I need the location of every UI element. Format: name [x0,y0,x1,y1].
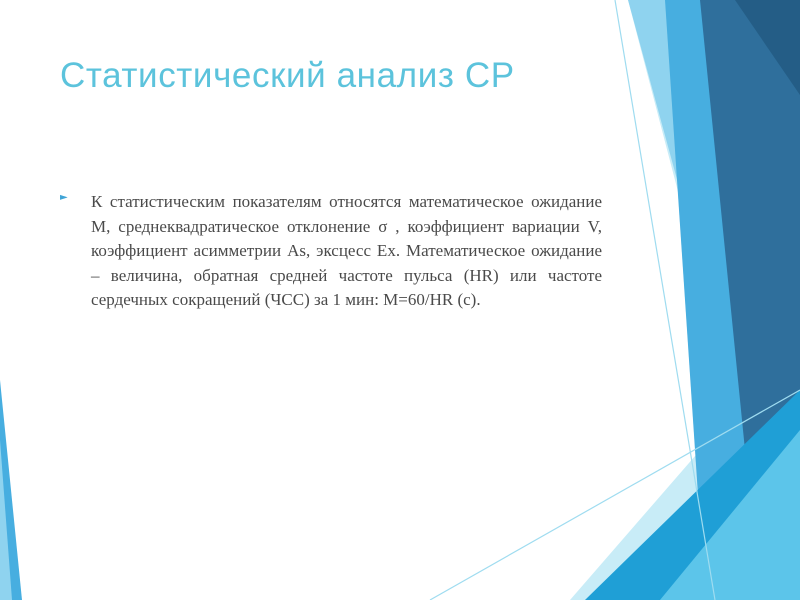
bullet-item [60,190,602,313]
slide-content [60,190,602,313]
slide-title: Статистический анализ СР [60,56,515,95]
bullet-arrow-icon: ► [60,192,68,203]
bullet-text: К статистическим показателям относятся математическое ожидание М, среднеквадратическое отклонение σ , коэффициент вариации V, коэффициент асимметрии As, эксцесс Ex. Математическое ожидание – величина, обратная средней частоте пульса (HR) или частоте сердечных сокращений (ЧСС) за 1 мин: М=60/HR (с). [91,192,602,309]
